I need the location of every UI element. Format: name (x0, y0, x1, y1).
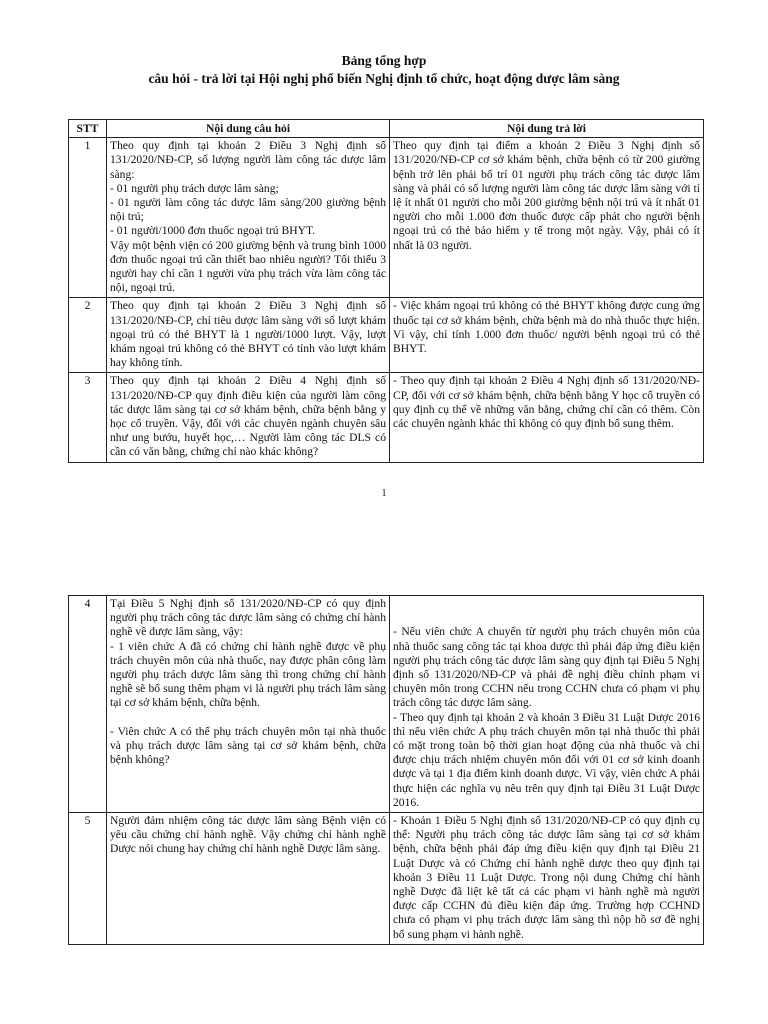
header-question: Nội dung câu hỏi (107, 120, 390, 138)
table-row (69, 373, 704, 462)
question-paragraph: Người đảm nhiệm công tác dược lâm sàng Bệnh viện có yêu cầu chứng chỉ hành nghề. Vậy chứng chỉ hành nghề Dược nói chung hay chứng chỉ hành nghề Dược lâm sàng. (110, 814, 386, 856)
question-cell (107, 298, 390, 373)
answer-cell (390, 138, 704, 298)
page-number: 1 (381, 488, 387, 499)
question-cell (107, 813, 390, 945)
question-paragraph: Tại Điều 5 Nghị định số 131/2020/NĐ-CP có quy định người phụ trách công tác dược lâm sàng có chứng chỉ hành nghề về dược lâm sàng, vậy: (110, 597, 386, 639)
qa-table-page1 (68, 119, 704, 463)
row-number: 1 (69, 138, 107, 298)
question-cell (107, 138, 390, 298)
question-paragraph: - 1 viên chức A đã có chứng chỉ hành nghề được về phụ trách chuyên môn của nhà thuốc, nay được phân công làm người phụ trách dược lâm sàng thì trong chứng chỉ hành nghề sẽ bổ sung thêm phạm vi là người phụ trách lâm sàng tại cơ sở khám bệnh, chữa bệnh. (110, 639, 386, 710)
table-row (69, 813, 704, 945)
question-paragraph: Theo quy định tại khoản 2 Điều 3 Nghị định số 131/2020/NĐ-CP, chỉ tiêu dược lâm sàng với số lượt khám ngoại trú có thẻ BHYT là 1 người/1000 lượt. Vậy, lượt khám ngoại trú không có thẻ BHYT có tính vào lượt khám hay không tính. (110, 299, 386, 370)
question-paragraph (110, 711, 386, 725)
table-header-row (69, 120, 704, 138)
question-paragraph: - Viên chức A có thể phụ trách chuyên môn tại nhà thuốc và phụ trách dược lâm sàng tại cơ sở khám bệnh, chữa bệnh không? (110, 724, 386, 767)
row-number: 4 (69, 596, 107, 813)
table-row (69, 298, 704, 373)
question-paragraph: - 01 người phụ trách dược lâm sàng; (110, 181, 279, 195)
answer-paragraph: - Theo quy định tại khoản 2 và khoản 3 Điều 31 Luật Dược 2016 thì nếu viên chức A phụ trách chuyên môn tại nhà thuốc thì phải có mặt trong toàn bộ thời gian hoạt động của nhà thuốc và chỉ được chịu trách nhiệm chuyên môn đối với 01 cơ sở kinh doanh dược và tại 1 địa điểm kinh doanh dược. Vì vậy, viên chức A phải thực hiện các nghĩa vụ nêu trên quy định tại Điều 31 Luật Dược 2016. (393, 710, 700, 809)
row-number: 5 (69, 813, 107, 945)
question-paragraph: Theo quy định tại khoản 2 Điều 3 Nghị định số 131/2020/NĐ-CP, số lượng người làm công tác dược lâm sàng: (110, 139, 386, 181)
question-paragraph: - 01 người/1000 đơn thuốc ngoại trú BHYT. (110, 224, 316, 238)
answer-cell (390, 813, 704, 945)
answer-paragraph (393, 597, 700, 611)
row-number: 3 (69, 373, 107, 462)
question-paragraph: Vậy một bệnh viện có 200 giường bệnh và trung bình 1000 đơn thuốc ngoại trú cần thiết bao nhiêu người? Tối thiểu 3 người hay chỉ cần 1 người vừa phụ trách vừa làm công tác nội, ngoại trú. (110, 238, 386, 295)
answer-cell (390, 298, 704, 373)
header-answer: Nội dung trả lời (390, 120, 704, 138)
question-cell (107, 373, 390, 462)
document-title-line1: Bảng tổng hợp (341, 53, 427, 68)
answer-cell (390, 373, 704, 462)
header-stt: STT (69, 120, 107, 138)
table-row (69, 138, 704, 298)
answer-paragraph: - Nếu viên chức A chuyển từ người phụ trách chuyên môn của nhà thuốc sang công tác tại khoa dược thì phải đáp ứng điều kiện người phụ trách công tác dược lâm sàng quy định tại Điều 5 Nghị định số 131/2020/NĐ-CP và phải đề nghị điều chỉnh phạm vi chuyên môn trong CCHN nếu trong CCHN chưa có phạm vi phụ trách công tác dược lâm sàng. (393, 625, 700, 710)
answer-cell (390, 596, 704, 813)
question-paragraph: - 01 người làm công tác dược lâm sàng/200 giường bệnh nội trú; (110, 196, 386, 224)
question-cell (107, 596, 390, 813)
answer-paragraph: - Khoản 1 Điều 5 Nghị định số 131/2020/NĐ-CP có quy định cụ thể: Người phụ trách công tác dược lâm sàng tại cơ sở khám bệnh, chữa bệnh phải đáp ứng điều kiện quy định tại Điều 21 Luật Dược và có Chứng chỉ hành nghề dược theo quy định tại khoản 3 Điều 11 Luật Dược. Trong nội dung Chứng chỉ hành nghề Dược đã liệt kê tất cả các phạm vi hành nghề mà người được cấp CCHN đủ điều kiện đáp ứng. Trường hợp CCHND chưa có phạm vi phụ trách dược lâm sàng thì nộp hồ sơ đề nghị bổ sung phạm vi hành nghề. (393, 814, 700, 941)
document-title-line2: câu hỏi - trả lời tại Hội nghị phổ biến Nghị định tổ chức, hoạt động dược lâm sàng (148, 71, 620, 86)
answer-paragraph: - Theo quy định tại khoản 2 Điều 4 Nghị định số 131/2020/NĐ-CP, đối với cơ sở khám bệnh, chữa bệnh bằng Y học cổ truyền có quy định cụ thể về những văn bằng, chứng chỉ cần có thêm. Còn các chuyên ngành khác thì không có quy định bổ sung thêm. (393, 374, 700, 431)
row-number: 2 (69, 298, 107, 373)
qa-table-page2 (68, 595, 704, 945)
table-row (69, 596, 704, 813)
question-paragraph: Theo quy định tại khoản 2 Điều 4 Nghị định số 131/2020/NĐ-CP quy định điều kiện của người làm công tác dược lâm sàng tại cơ sở khám bệnh, chữa bệnh bằng y học cổ truyền. Vậy, đối với các chuyên ngành chuyên sâu như ung bướu, huyết học,… Người làm công tác DLS có cần có văn bằng, chứng chỉ nào khác không? (110, 374, 386, 459)
answer-paragraph: - Việc khám ngoại trú không có thẻ BHYT không được cung ứng thuốc tại cơ sở khám bệnh, chữa bệnh mà do nhà thuốc thực hiện. Vì vậy, chỉ tính 1.000 đơn thuốc/ người bệnh ngoại trú có thẻ BHYT. (393, 299, 700, 356)
answer-paragraph: Theo quy định tại điểm a khoản 2 Điều 3 Nghị định số 131/2020/NĐ-CP cơ sở khám bệnh, chữa bệnh có từ 200 giường bệnh trở lên phải bố trí 01 người phụ trách công tác dược lâm sàng và phải có số lượng người làm công tác dược lâm sàng với tỉ lệ ít nhất 01 người cho mỗi 200 giường bệnh nội trú và ít nhất 01 người cho mỗi 1.000 đơn thuốc được cấp phát cho người bệnh ngoại trú có thẻ bảo hiểm y tế trong một ngày. Vậy, phải có ít nhất là 03 người. (393, 139, 700, 252)
answer-paragraph (393, 611, 700, 625)
